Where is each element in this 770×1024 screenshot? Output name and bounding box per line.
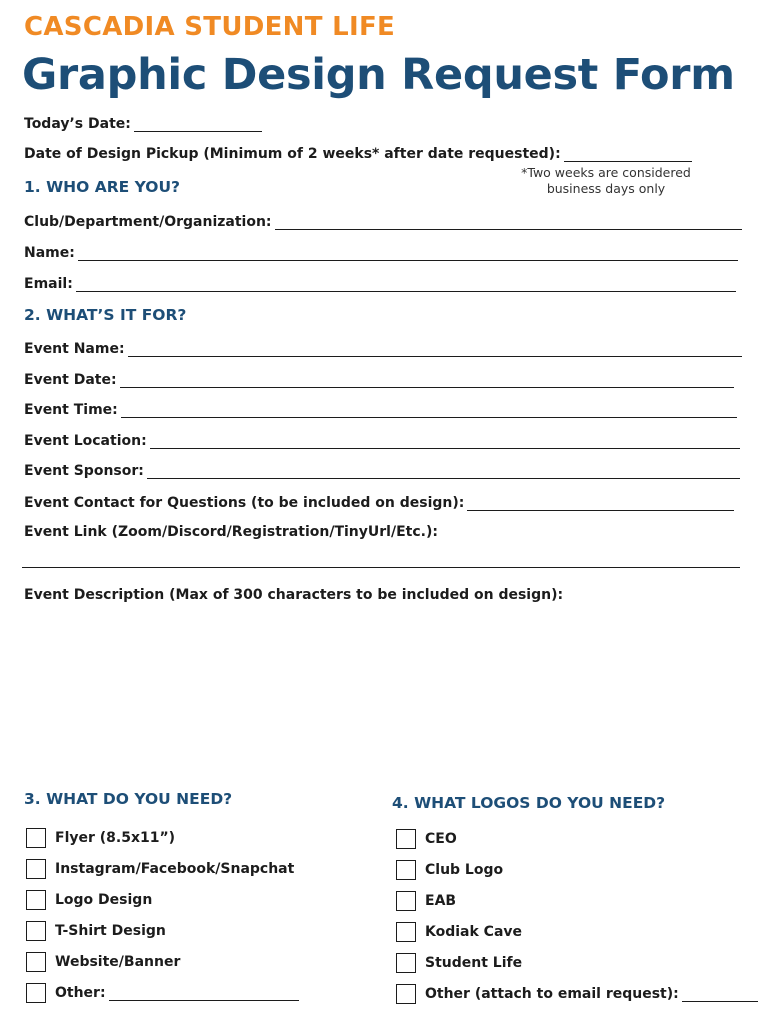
checkbox[interactable] [26, 859, 46, 879]
event-contact-field[interactable] [467, 496, 734, 511]
checkbox[interactable] [26, 890, 46, 910]
checkbox[interactable] [396, 922, 416, 942]
logo-option-kodiak-cave[interactable]: Kodiak Cave [396, 916, 758, 947]
logo-option-ceo[interactable]: CEO [396, 823, 758, 854]
checkbox[interactable] [396, 984, 416, 1004]
checkbox[interactable] [396, 829, 416, 849]
section-who-heading: 1. WHO ARE YOU? [24, 178, 181, 196]
pickup-date-row [24, 144, 692, 162]
logo-option-eab[interactable]: EAB [396, 885, 758, 916]
todays-date-label: Today’s Date: [24, 116, 131, 132]
two-weeks-note: *Two weeks are considered business days only [521, 165, 691, 196]
event-date-row [24, 370, 734, 388]
event-time-row [24, 400, 737, 418]
event-description-label: Event Description (Max of 300 characters to be included on design): [24, 587, 564, 603]
event-time-label: Event Time: [24, 402, 118, 418]
need-option-other[interactable]: Other: [26, 977, 299, 1008]
email-label: Email: [24, 276, 73, 292]
pickup-date-field[interactable] [564, 147, 692, 162]
event-date-field[interactable] [120, 373, 734, 388]
todays-date-field[interactable] [134, 117, 262, 132]
event-date-label: Event Date: [24, 372, 117, 388]
need-other-field[interactable] [109, 986, 299, 1001]
name-label: Name: [24, 245, 75, 261]
event-name-field[interactable] [128, 342, 742, 357]
logo-option-student-life[interactable]: Student Life [396, 947, 758, 978]
event-time-field[interactable] [121, 403, 737, 418]
pickup-date-label: Date of Design Pickup (Minimum of 2 weeks* after date requested): [24, 146, 561, 162]
need-option-tshirt[interactable]: T-Shirt Design [26, 915, 299, 946]
event-name-label: Event Name: [24, 341, 125, 357]
event-sponsor-label: Event Sponsor: [24, 463, 144, 479]
need-option-flyer[interactable]: Flyer (8.5x11”) [26, 822, 299, 853]
need-option-social[interactable]: Instagram/Facebook/Snapchat [26, 853, 299, 884]
org-name: CASCADIA STUDENT LIFE [24, 12, 396, 42]
todays-date-row [24, 114, 262, 132]
event-contact-row [24, 493, 734, 511]
need-option-website[interactable]: Website/Banner [26, 946, 299, 977]
checkbox[interactable] [26, 921, 46, 941]
section-what-for-heading: 2. WHAT’S IT FOR? [24, 306, 187, 324]
event-contact-label: Event Contact for Questions (to be included on design): [24, 495, 465, 511]
form-title: Graphic Design Request Form [22, 50, 735, 100]
name-field[interactable] [78, 246, 738, 261]
checkbox[interactable] [26, 828, 46, 848]
logo-option-club[interactable]: Club Logo [396, 854, 758, 885]
checkbox[interactable] [396, 953, 416, 973]
event-description-area[interactable] [22, 610, 740, 780]
event-location-label: Event Location: [24, 433, 147, 449]
logo-options-list [396, 823, 758, 1009]
checkbox[interactable] [26, 983, 46, 1003]
email-row [24, 274, 736, 292]
logo-other-field[interactable] [682, 987, 758, 1002]
need-option-logo-design[interactable]: Logo Design [26, 884, 299, 915]
event-location-row [24, 431, 740, 449]
club-field[interactable] [275, 215, 742, 230]
club-row [24, 212, 742, 230]
email-field[interactable] [76, 277, 736, 292]
name-row [24, 243, 738, 261]
event-link-label: Event Link (Zoom/Discord/Registration/TinyUrl/Etc.): [24, 524, 438, 540]
section-need-heading: 3. WHAT DO YOU NEED? [24, 790, 233, 808]
checkbox[interactable] [26, 952, 46, 972]
event-name-row [24, 339, 742, 357]
event-location-field[interactable] [150, 434, 740, 449]
section-logos-heading: 4. WHAT LOGOS DO YOU NEED? [392, 794, 666, 812]
event-link-row [24, 522, 438, 540]
checkbox[interactable] [396, 891, 416, 911]
event-sponsor-field[interactable] [147, 464, 740, 479]
event-sponsor-row [24, 461, 740, 479]
checkbox[interactable] [396, 860, 416, 880]
need-options-list [26, 822, 299, 1008]
event-description-row [24, 585, 563, 603]
logo-option-other[interactable]: Other (attach to email request): [396, 978, 758, 1009]
club-label: Club/Department/Organization: [24, 214, 272, 230]
event-link-field[interactable] [22, 567, 740, 568]
